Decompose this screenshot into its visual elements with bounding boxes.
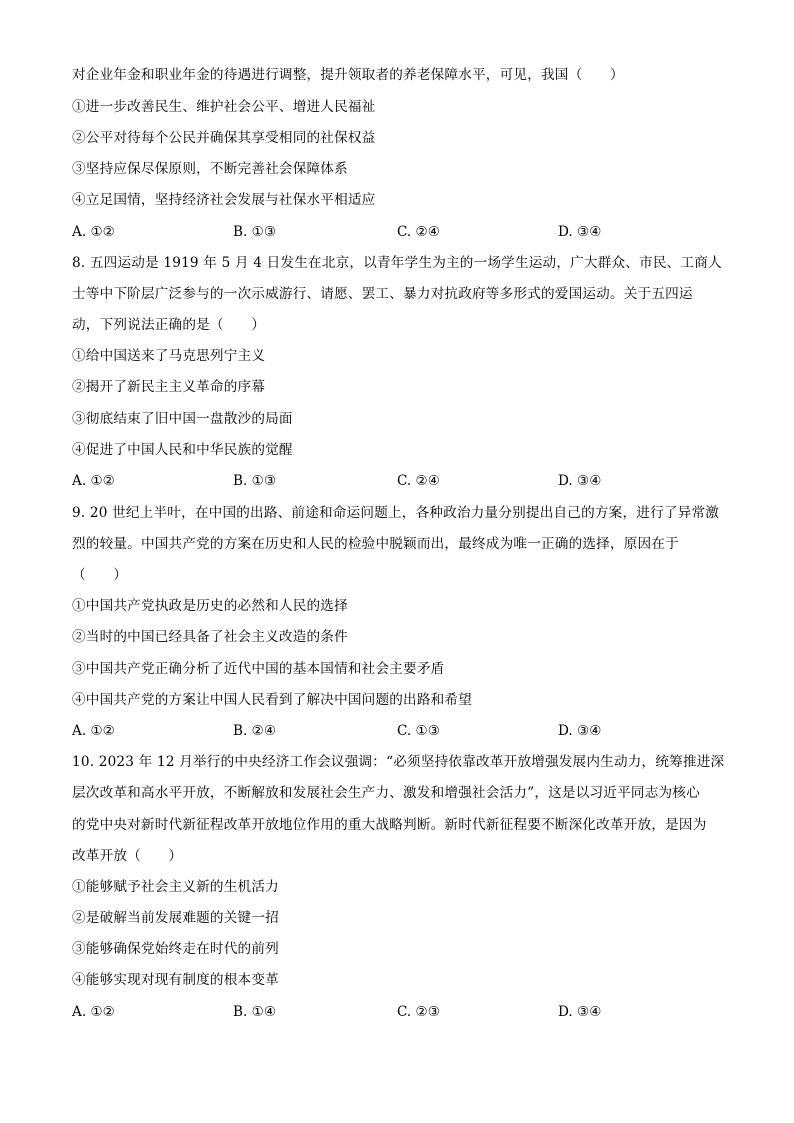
q10-option-b[interactable]: B. ①④ <box>233 1004 277 1020</box>
q7-option-d[interactable]: D. ③④ <box>558 224 602 240</box>
q10-statement-4: ④能够实现对现有制度的根本变革 <box>72 972 279 988</box>
q10-statement-2: ②是破解当前发展难题的关键一招 <box>72 910 279 926</box>
q10-statement-3: ③能够确保党始终走在时代的前列 <box>72 941 279 957</box>
q10-stem-line-2: 层次改革和高水平开放，不断解放和发展社会生产力、激发和增强社会活力”，这是以习近平同志为核心 <box>72 785 700 801</box>
q8-stem-line-2: 士等中下阶层广泛参与的一次示威游行、请愿、罢工、暴力对抗政府等多形式的爱国运动。关于五四运 <box>72 286 693 302</box>
q9-statement-2: ②当时的中国已经具备了社会主义改造的条件 <box>72 629 348 645</box>
q7-statement-4: ④立足国情，坚持经济社会发展与社保水平相适应 <box>72 192 376 208</box>
q7-statement-3: ③坚持应保尽保原则，不断完善社会保障体系 <box>72 161 348 177</box>
q9-option-b[interactable]: B. ②④ <box>233 723 277 739</box>
q10-stem-line-1: 10. 2023 年 12 月举行的中央经济工作会议强调：“必须坚持依靠改革开放增强发展内生动力，统筹推进深 <box>72 754 725 770</box>
q8-statement-1: ①给中国送来了马克思列宁主义 <box>72 348 266 364</box>
q8-statement-3: ③彻底结束了旧中国一盘散沙的局面 <box>72 411 293 427</box>
q7-statement-2: ②公平对待每个公民并确保其享受相同的社保权益 <box>72 130 376 146</box>
q9-statement-3: ③中国共产党正确分析了近代中国的基本国情和社会主要矛盾 <box>72 661 445 677</box>
q10-statement-1: ①能够赋予社会主义新的生机活力 <box>72 879 279 895</box>
q7-option-b[interactable]: B. ①③ <box>233 224 277 240</box>
q8-option-c[interactable]: C. ②④ <box>397 473 440 489</box>
q9-stem-line-1: 9. 20 世纪上半叶，在中国的出路、前途和命运问题上，各种政治力量分别提出自己的方案，进行了异常激 <box>72 505 720 521</box>
q10-option-d[interactable]: D. ③④ <box>558 1004 602 1020</box>
q7-option-a[interactable]: A. ①② <box>72 224 115 240</box>
q8-stem-line-1: 8. 五四运动是 1919 年 5 月 4 日发生在北京，以青年学生为主的一场学生运动，广大群众、市民、工商人 <box>72 255 722 271</box>
q7-stem-tail: 对企业年金和职业年金的待遇进行调整，提升领取者的养老保障水平，可见，我国（ ） <box>72 67 624 83</box>
q9-option-d[interactable]: D. ③④ <box>558 723 602 739</box>
q9-stem-line-2: 烈的较量。中国共产党的方案在历史和人民的检验中脱颖而出，最终成为唯一正确的选择，原因在于 <box>72 536 679 552</box>
q10-option-a[interactable]: A. ①② <box>72 1004 115 1020</box>
q8-option-b[interactable]: B. ①③ <box>233 473 277 489</box>
q7-option-c[interactable]: C. ②④ <box>397 224 440 240</box>
q7-statement-1: ①进一步改善民生、维护社会公平、增进人民福祉 <box>72 99 376 115</box>
q9-option-c[interactable]: C. ①③ <box>397 723 440 739</box>
q8-option-d[interactable]: D. ③④ <box>558 473 602 489</box>
q8-statement-4: ④促进了中国人民和中华民族的觉醒 <box>72 442 293 458</box>
q9-stem-line-3: （ ） <box>72 567 128 583</box>
q8-option-a[interactable]: A. ①② <box>72 473 115 489</box>
q9-statement-1: ①中国共产党执政是历史的必然和人民的选择 <box>72 598 348 614</box>
q10-option-c[interactable]: C. ②③ <box>397 1004 440 1020</box>
q8-stem-line-3: 动，下列说法正确的是（ ） <box>72 317 266 333</box>
q10-stem-line-4: 改革开放（ ） <box>72 848 183 864</box>
q9-statement-4: ④中国共产党的方案让中国人民看到了解决中国问题的出路和希望 <box>72 692 473 708</box>
q8-statement-2: ②揭开了新民主主义革命的序幕 <box>72 379 266 395</box>
q10-stem-line-3: 的党中央对新时代新征程改革开放地位作用的重大战略判断。新时代新征程要不断深化改革开放，是因为 <box>72 817 707 833</box>
q9-option-a[interactable]: A. ①② <box>72 723 115 739</box>
